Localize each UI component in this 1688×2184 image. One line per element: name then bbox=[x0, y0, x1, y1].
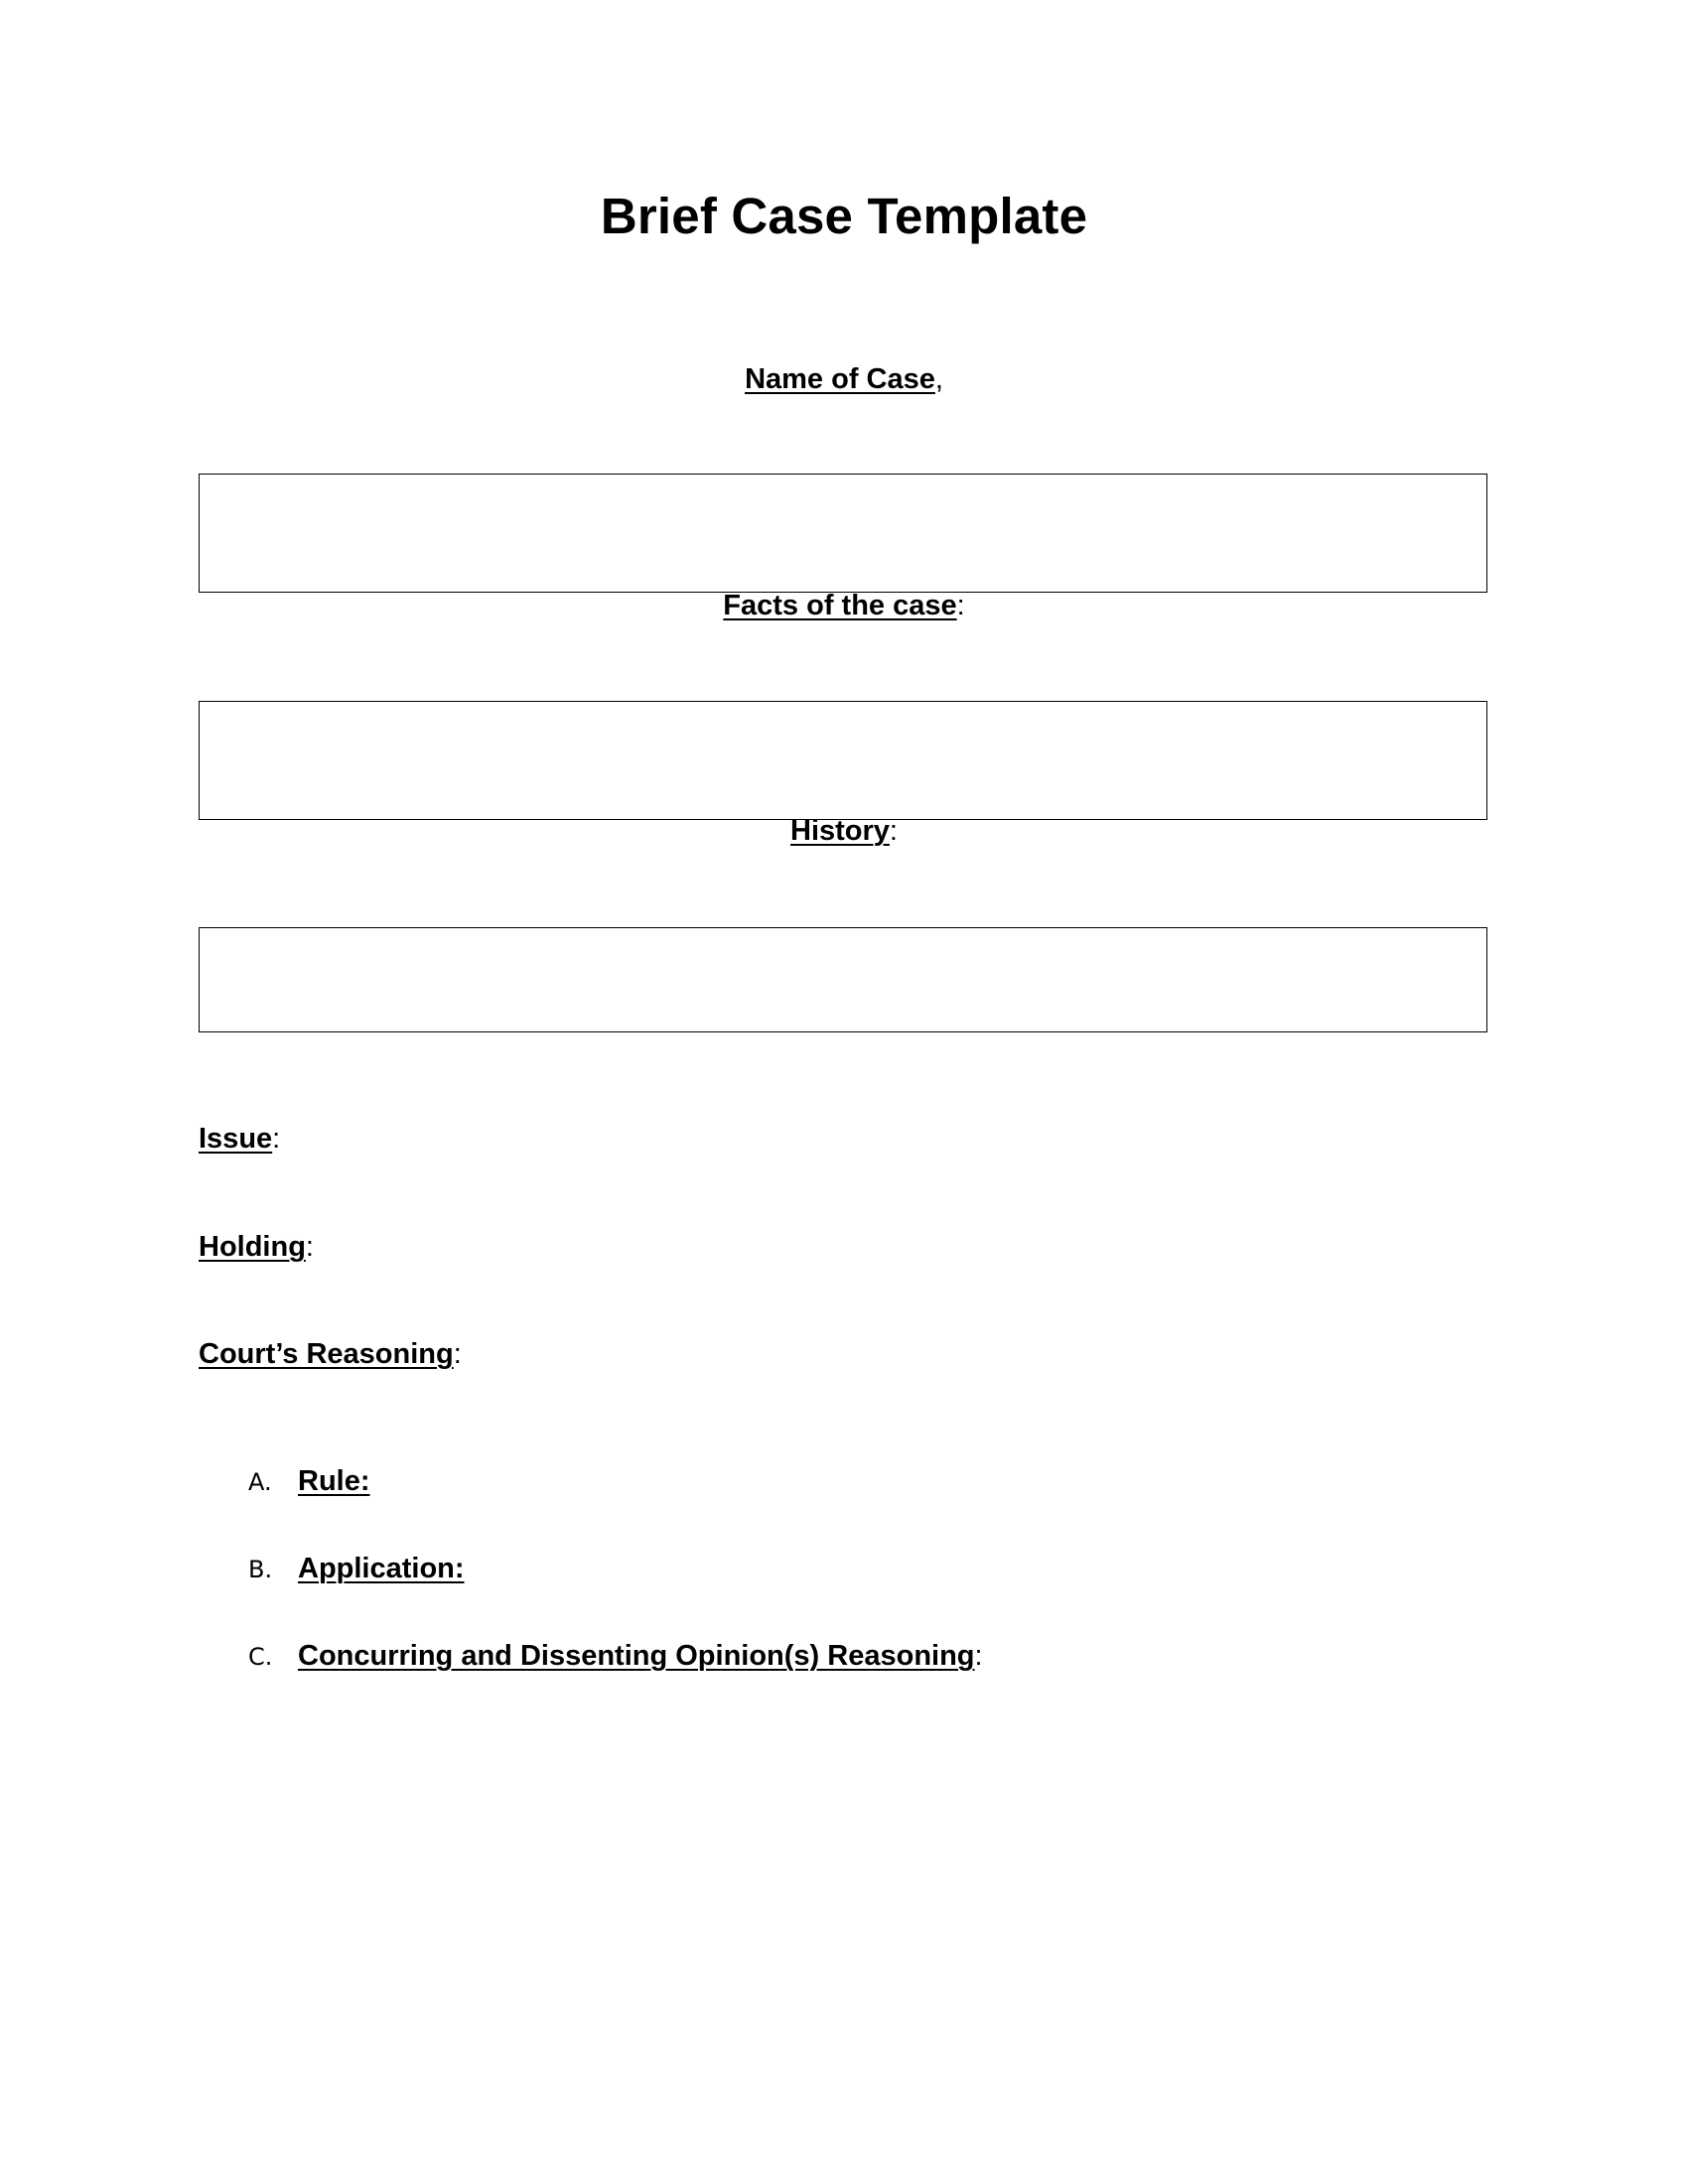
reasoning-label: Court’s Reasoning bbox=[199, 1338, 454, 1370]
issue-heading bbox=[199, 1121, 280, 1157]
page-title: Brief Case Template bbox=[600, 188, 1088, 244]
history-label: History bbox=[790, 815, 890, 847]
history-box[interactable] bbox=[199, 927, 1487, 1032]
issue-punct: : bbox=[272, 1123, 281, 1155]
list-item-opinions bbox=[248, 1638, 983, 1675]
name-of-case-label: Name of Case bbox=[745, 363, 935, 395]
rule-label: Rule: bbox=[298, 1465, 370, 1497]
facts-heading bbox=[0, 588, 1688, 623]
name-of-case-heading bbox=[0, 361, 1688, 397]
issue-label: Issue bbox=[199, 1123, 273, 1155]
name-of-case-box[interactable] bbox=[199, 474, 1487, 593]
list-item-rule bbox=[248, 1463, 370, 1500]
holding-label: Holding bbox=[199, 1231, 306, 1263]
history-heading bbox=[0, 813, 1688, 849]
name-of-case-punct: , bbox=[934, 363, 943, 395]
list-item-application bbox=[248, 1551, 465, 1587]
list-marker: C. bbox=[248, 1643, 273, 1671]
list-marker: B. bbox=[248, 1556, 273, 1583]
reasoning-heading bbox=[199, 1336, 462, 1372]
holding-punct: : bbox=[305, 1231, 314, 1263]
application-label: Application: bbox=[298, 1553, 465, 1584]
facts-label: Facts of the case bbox=[723, 590, 957, 621]
holding-heading bbox=[199, 1229, 314, 1265]
history-punct: : bbox=[889, 815, 898, 847]
facts-punct: : bbox=[956, 590, 965, 621]
facts-box[interactable] bbox=[199, 701, 1487, 820]
list-marker: A. bbox=[248, 1468, 272, 1496]
opinions-punct: : bbox=[974, 1640, 983, 1672]
opinions-label: Concurring and Dissenting Opinion(s) Reasoning bbox=[298, 1640, 975, 1672]
reasoning-punct: : bbox=[453, 1338, 462, 1370]
